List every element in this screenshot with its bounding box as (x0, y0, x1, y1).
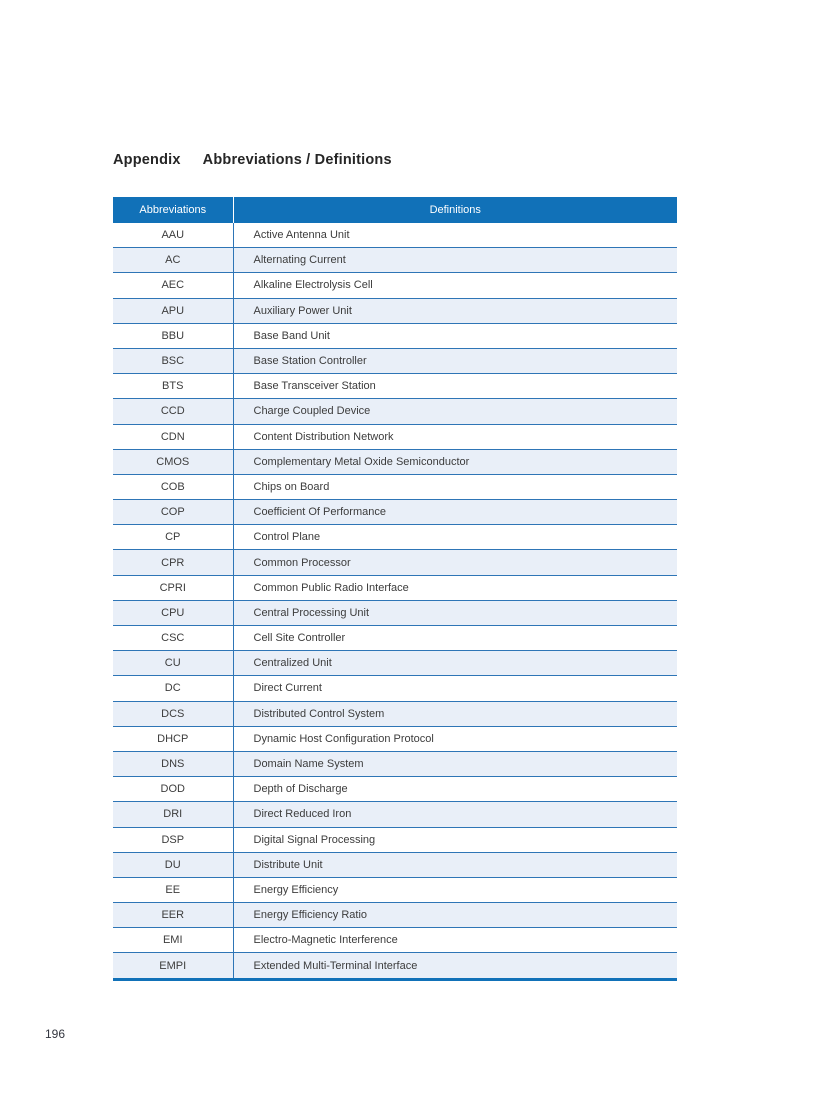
definition-cell: Centralized Unit (233, 651, 677, 676)
table-row (113, 474, 677, 499)
definition-cell: Common Processor (233, 550, 677, 575)
table-row (113, 399, 677, 424)
abbreviation-cell: DNS (113, 751, 233, 776)
table-row (113, 298, 677, 323)
definition-cell: Dynamic Host Configuration Protocol (233, 726, 677, 751)
abbreviation-cell: BTS (113, 374, 233, 399)
definition-cell: Charge Coupled Device (233, 399, 677, 424)
definition-cell: Distributed Control System (233, 701, 677, 726)
definition-cell: Coefficient Of Performance (233, 500, 677, 525)
page-number: 196 (45, 1027, 66, 1041)
table-row (113, 575, 677, 600)
abbreviations-table (113, 197, 677, 981)
table-row (113, 726, 677, 751)
table-body (113, 223, 677, 979)
definition-cell: Base Band Unit (233, 323, 677, 348)
definition-cell: Energy Efficiency Ratio (233, 903, 677, 928)
abbreviation-cell: AEC (113, 273, 233, 298)
definition-cell: Chips on Board (233, 474, 677, 499)
abbreviation-cell: CPR (113, 550, 233, 575)
definition-cell: Digital Signal Processing (233, 827, 677, 852)
definition-cell: Domain Name System (233, 751, 677, 776)
table-row (113, 500, 677, 525)
abbreviation-cell: DOD (113, 777, 233, 802)
definition-cell: Active Antenna Unit (233, 223, 677, 248)
table-header-row (113, 197, 677, 223)
table-row (113, 877, 677, 902)
definition-cell: Content Distribution Network (233, 424, 677, 449)
table-row (113, 626, 677, 651)
column-header-abbreviations: Abbreviations (113, 197, 233, 223)
definition-cell: Central Processing Unit (233, 600, 677, 625)
table-row (113, 600, 677, 625)
table-row (113, 374, 677, 399)
table-row (113, 676, 677, 701)
definition-cell: Base Station Controller (233, 348, 677, 373)
definition-cell: Energy Efficiency (233, 877, 677, 902)
table-row (113, 248, 677, 273)
table-row (113, 348, 677, 373)
abbreviation-cell: BSC (113, 348, 233, 373)
abbreviation-cell: DHCP (113, 726, 233, 751)
definition-cell: Direct Reduced Iron (233, 802, 677, 827)
table-row (113, 928, 677, 953)
table-row (113, 550, 677, 575)
definition-cell: Auxiliary Power Unit (233, 298, 677, 323)
page-title-subject: Abbreviations / Definitions (202, 152, 392, 168)
definition-cell: Alkaline Electrolysis Cell (233, 273, 677, 298)
abbreviation-cell: CPU (113, 600, 233, 625)
abbreviation-cell: CSC (113, 626, 233, 651)
table-row (113, 802, 677, 827)
abbreviation-cell: EMPI (113, 953, 233, 979)
definition-cell: Common Public Radio Interface (233, 575, 677, 600)
abbreviation-cell: EER (113, 903, 233, 928)
definition-cell: Alternating Current (233, 248, 677, 273)
abbreviation-cell: DCS (113, 701, 233, 726)
table-row (113, 424, 677, 449)
table-row (113, 223, 677, 248)
table-row (113, 852, 677, 877)
table-row (113, 751, 677, 776)
abbreviation-cell: CDN (113, 424, 233, 449)
definition-cell: Cell Site Controller (233, 626, 677, 651)
table-row (113, 525, 677, 550)
abbreviation-cell: EMI (113, 928, 233, 953)
abbreviation-cell: DU (113, 852, 233, 877)
table-row (113, 953, 677, 979)
table-row (113, 449, 677, 474)
page-title (113, 152, 392, 168)
abbreviation-cell: CP (113, 525, 233, 550)
definition-cell: Control Plane (233, 525, 677, 550)
abbreviation-cell: AAU (113, 223, 233, 248)
abbreviation-cell: EE (113, 877, 233, 902)
table-row (113, 323, 677, 348)
definition-cell: Distribute Unit (233, 852, 677, 877)
table-header (113, 197, 677, 223)
abbreviation-cell: CPRI (113, 575, 233, 600)
table-row (113, 777, 677, 802)
abbreviation-cell: DC (113, 676, 233, 701)
abbreviation-cell: DRI (113, 802, 233, 827)
table-row (113, 827, 677, 852)
abbreviation-cell: APU (113, 298, 233, 323)
abbreviation-cell: AC (113, 248, 233, 273)
table-row (113, 701, 677, 726)
definition-cell: Direct Current (233, 676, 677, 701)
definition-cell: Depth of Discharge (233, 777, 677, 802)
page-title-appendix: Appendix (113, 152, 181, 168)
definition-cell: Complementary Metal Oxide Semiconductor (233, 449, 677, 474)
abbreviation-cell: COB (113, 474, 233, 499)
abbreviation-cell: CCD (113, 399, 233, 424)
abbreviation-cell: CU (113, 651, 233, 676)
abbreviation-cell: COP (113, 500, 233, 525)
table-row (113, 903, 677, 928)
definition-cell: Base Transceiver Station (233, 374, 677, 399)
abbreviation-cell: BBU (113, 323, 233, 348)
definition-cell: Extended Multi-Terminal Interface (233, 953, 677, 979)
table-row (113, 651, 677, 676)
column-header-definitions: Definitions (233, 197, 677, 223)
definition-cell: Electro-Magnetic Interference (233, 928, 677, 953)
abbreviation-cell: DSP (113, 827, 233, 852)
abbreviation-cell: CMOS (113, 449, 233, 474)
table-row (113, 273, 677, 298)
